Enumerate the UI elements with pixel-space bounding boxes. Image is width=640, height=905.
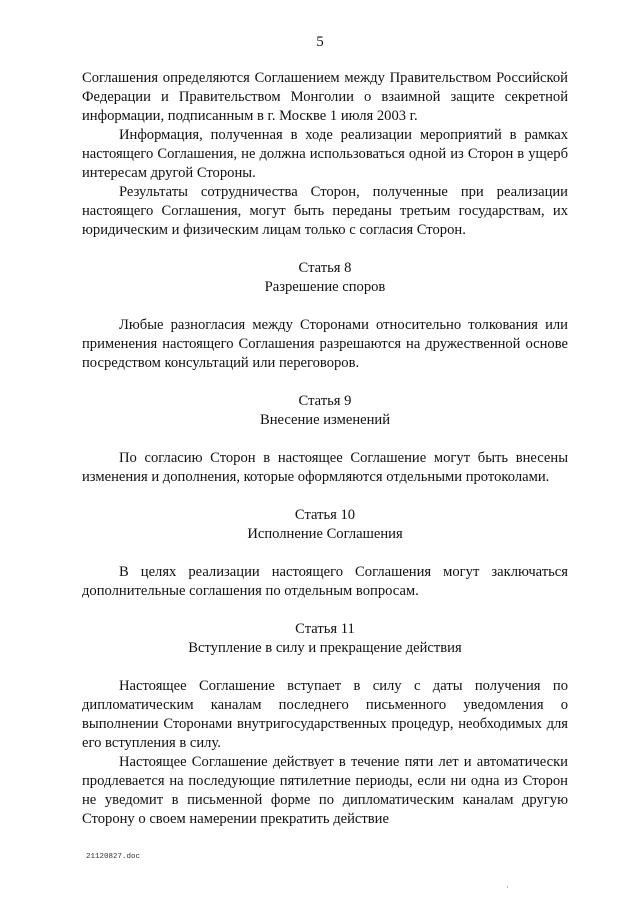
page-number: 5 xyxy=(316,34,324,50)
article-title: Статья 9 xyxy=(298,393,352,409)
paragraph: По согласию Сторон в настоящее Соглашение могут быть внесены изменения и дополнения, которые оформляются отдельными протоколами. xyxy=(82,450,568,485)
corner-mark: · xyxy=(506,882,509,892)
paragraph: Любые разногласия между Сторонами относительно толкования или применения настоящего Соглашения разрешаются на дружественной основе посредством консультаций или переговоров. xyxy=(82,317,568,371)
article-title: Статья 10 xyxy=(294,507,356,523)
article-heading-11 xyxy=(82,620,568,658)
article-subtitle: Внесение изменений xyxy=(259,412,391,428)
article-title: Статья 11 xyxy=(295,621,355,637)
paragraph: Настоящее Соглашение действует в течение пяти лет и автоматически продлевается на последующие пятилетние периоды, если ни одна из Сторон не уведомит в письменной форме по дипломатическим каналам другую Сторону о своем намерении прекратить действие xyxy=(82,754,568,827)
article-title: Статья 8 xyxy=(298,260,352,276)
article-heading-8 xyxy=(82,259,568,297)
article-heading-9 xyxy=(82,392,568,430)
document-body xyxy=(82,69,568,829)
paragraph: Результаты сотрудничества Сторон, полученные при реализации настоящего Соглашения, могут быть переданы третьим государствам, их юридическим и физическим лицам только с согласия Сторон. xyxy=(82,184,568,238)
paragraph: Настоящее Соглашение вступает в силу с даты получения по дипломатическим каналам последнего письменного уведомления о выполнении Сторонами внутригосударственных процедур, необходимых для его вступления в силу. xyxy=(82,678,568,751)
article-subtitle: Вступление в силу и прекращение действия xyxy=(188,640,462,656)
article-heading-10 xyxy=(82,506,568,544)
article-subtitle: Разрешение споров xyxy=(264,279,386,295)
article-subtitle: Исполнение Соглашения xyxy=(247,526,403,542)
paragraph: В целях реализации настоящего Соглашения могут заключаться дополнительные соглашения по отдельным вопросам. xyxy=(82,564,568,599)
paragraph: Информация, полученная в ходе реализации мероприятий в рамках настоящего Соглашения, не должна использоваться одной из Сторон в ущерб интересам другой Стороны. xyxy=(82,127,568,181)
paragraph-continuation: Соглашения определяются Соглашением между Правительством Российской Федерации и Правительством Монголии о взаимной защите секретной информации, подписанным в г. Москве 1 июля 2003 г. xyxy=(82,70,568,124)
footer-filename: 21120827.doc xyxy=(86,853,141,861)
